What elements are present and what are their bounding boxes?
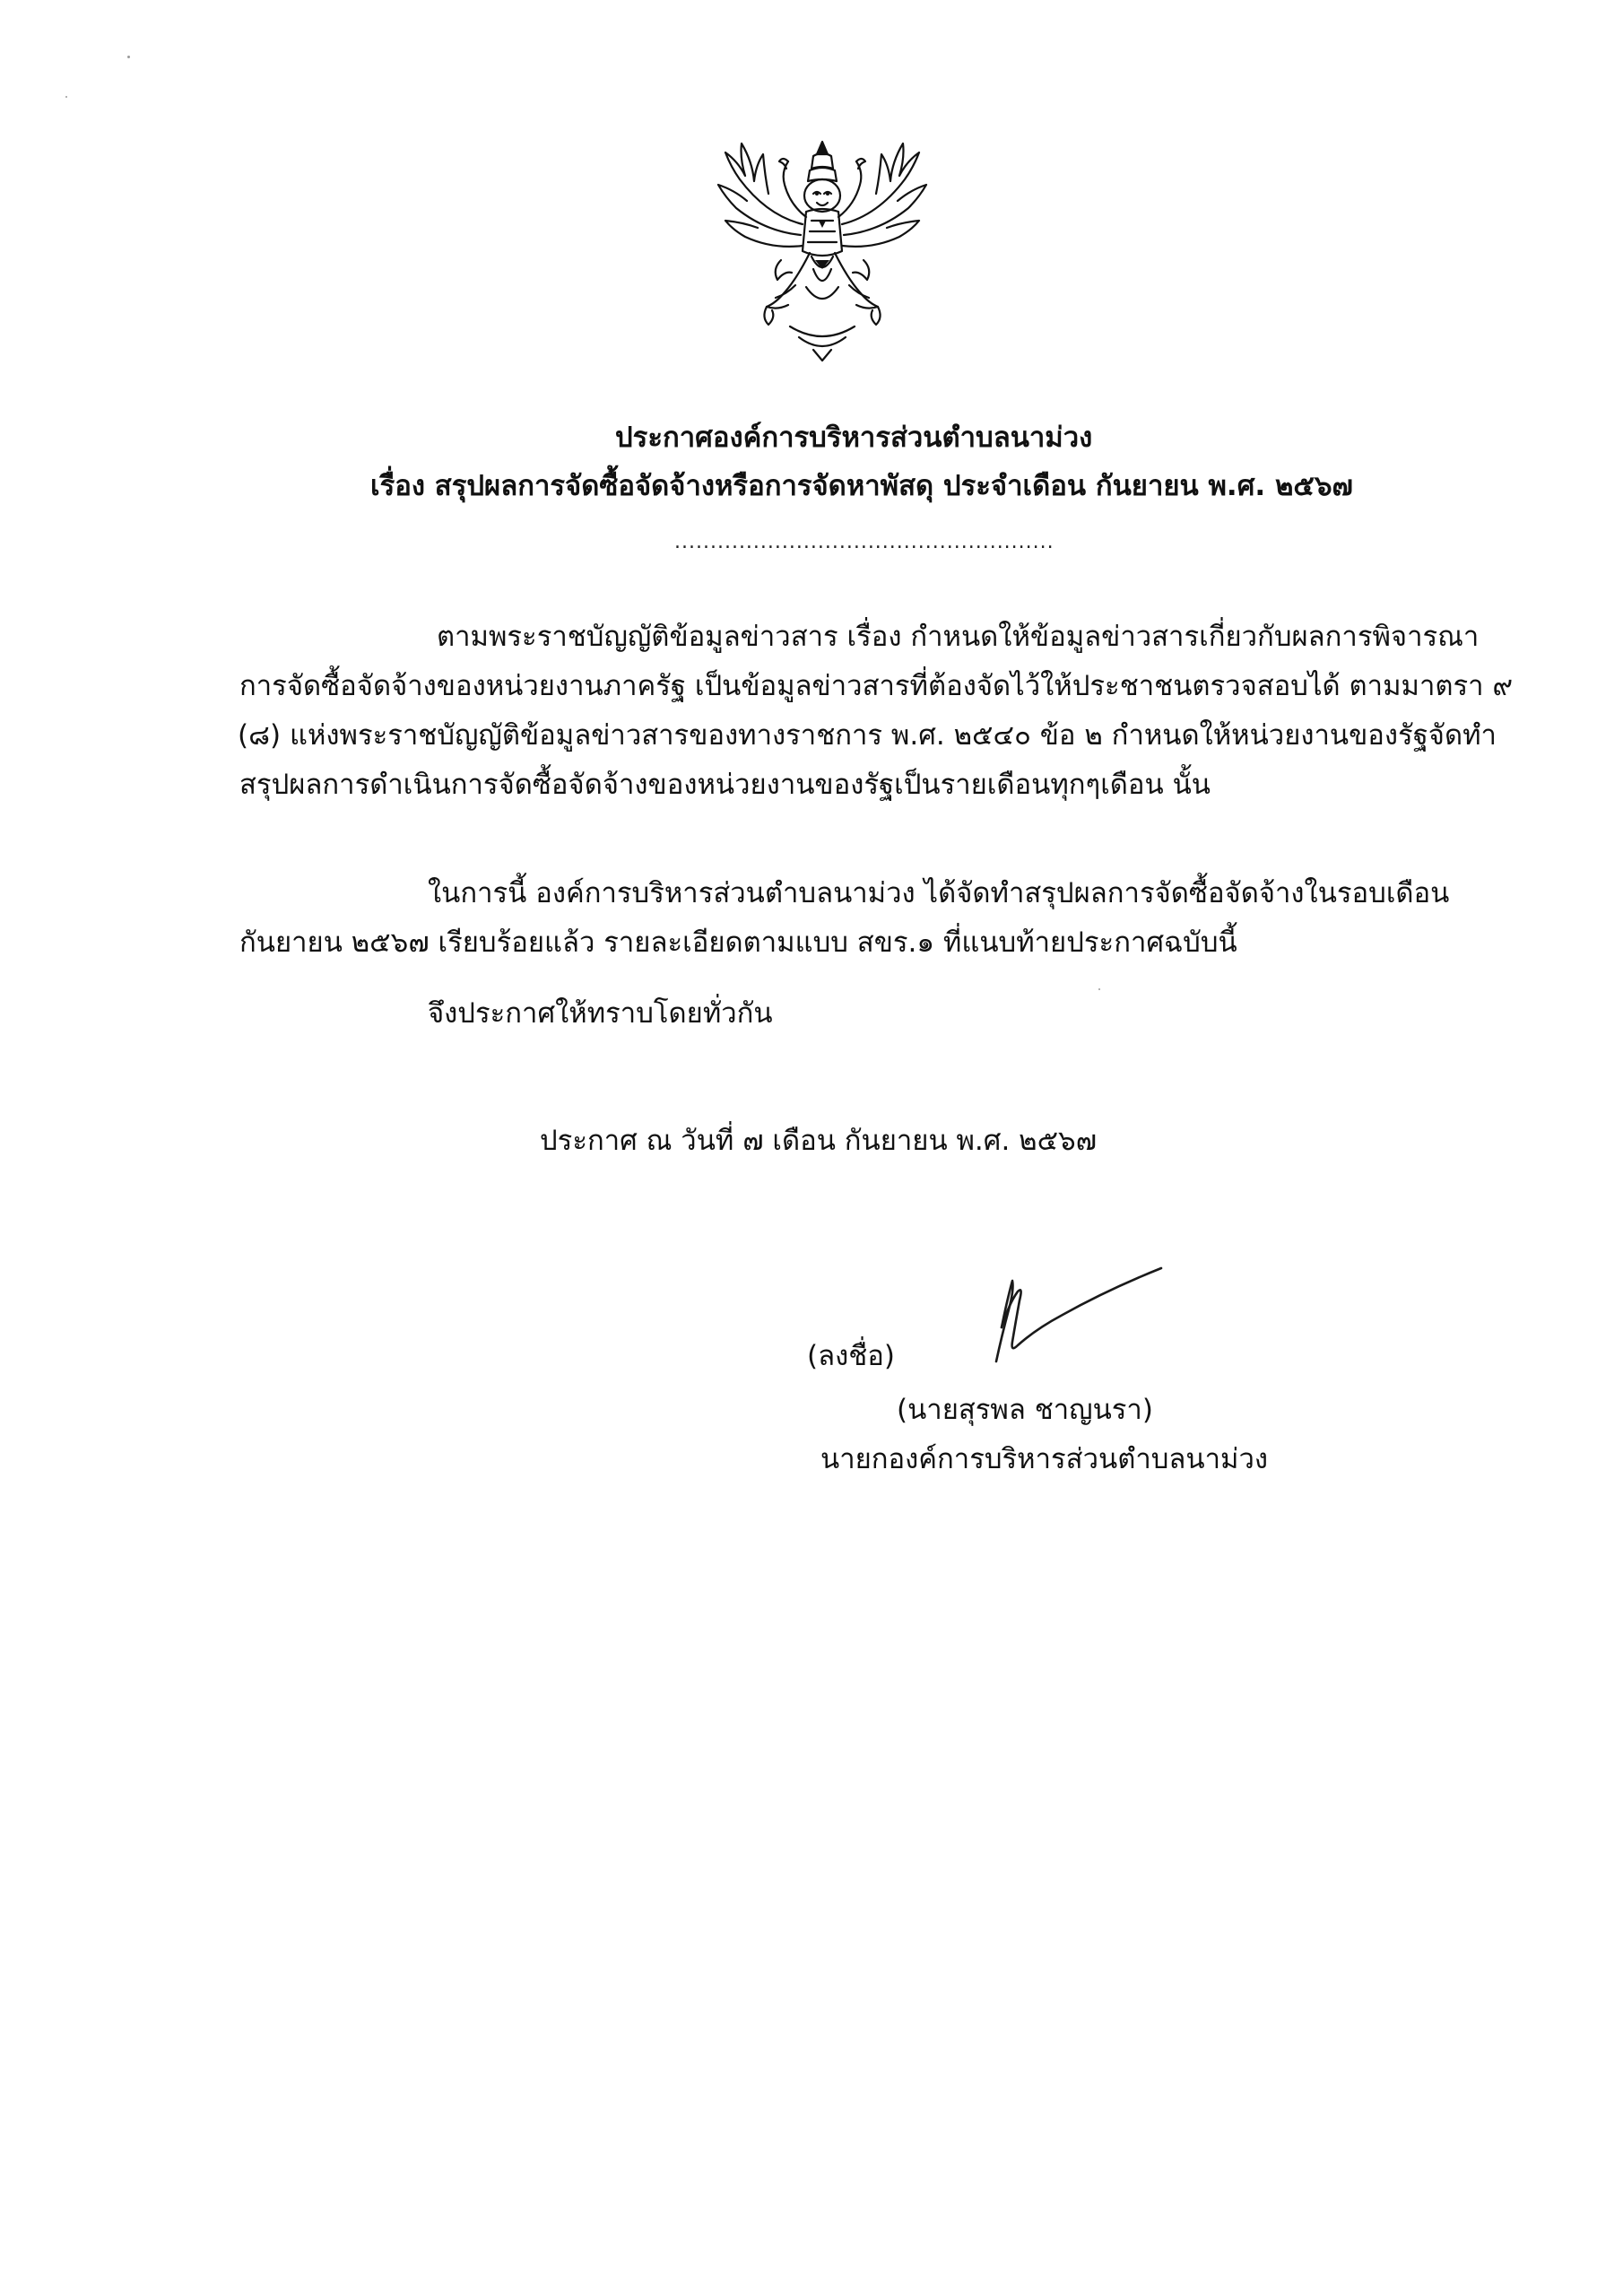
announcement-subject: เรื่อง สรุปผลการจัดซื้อจัดจ้างหรือการจัดหาพัสดุ ประจำเดือน กันยายน พ.ศ. ๒๕๖๗	[370, 470, 1353, 502]
scan-speck	[1098, 988, 1100, 990]
closing-statement: จึงประกาศให้ทราบโดยทั่วกัน	[428, 997, 773, 1030]
announcement-date: ประกาศ ณ วันที่ ๗ เดือน กันยายน พ.ศ. ๒๕๖๗	[540, 1125, 1098, 1157]
paragraph-1-line-4: สรุปผลการดำเนินการจัดซื้อจัดจ้างของหน่วยงานของรัฐเป็นรายเดือนทุกๆเดือน นั้น	[239, 769, 1211, 801]
handwritten-signature	[982, 1265, 1166, 1368]
scan-speck	[127, 56, 130, 58]
paragraph-2-line-1: ในการนี้ องค์การบริหารส่วนตำบลนาม่วง ได้จัดทำสรุปผลการจัดซื้อจัดจ้างในรอบเดือน	[428, 877, 1450, 909]
signatory-name: (นายสุรพล ชาญนรา)	[897, 1394, 1153, 1426]
garuda-emblem-icon	[713, 135, 933, 363]
paragraph-1-line-1: ตามพระราชบัญญัติข้อมูลข่าวสาร เรื่อง กำหนดให้ข้อมูลข่าวสารเกี่ยวกับผลการพิจารณา	[437, 621, 1480, 653]
paragraph-1-line-3: (๘) แห่งพระราชบัญญัติข้อมูลข่าวสารของทางราชการ พ.ศ. ๒๕๔๐ ข้อ ๒ กำหนดให้หน่วยงานของรัฐจัดทำ	[238, 719, 1497, 752]
signatory-position: นายกองค์การบริหารส่วนตำบลนาม่วง	[820, 1443, 1268, 1475]
sign-label: (ลงชื่อ)	[807, 1340, 895, 1372]
announcement-title: ประกาศองค์การบริหารส่วนตำบลนาม่วง	[615, 422, 1093, 454]
paragraph-2-line-2: กันยายน ๒๕๖๗ เรียบร้อยแล้ว รายละเอียดตามแบบ สขร.๑ ที่แนบท้ายประกาศฉบับนี้	[239, 926, 1237, 959]
paragraph-1-line-2: การจัดซื้อจัดจ้างของหน่วยงานภาครัฐ เป็นข้อมูลข่าวสารที่ต้องจัดไว้ให้ประชาชนตรวจสอบได้ ตามมาตรา ๙	[239, 670, 1514, 702]
scan-speck	[65, 96, 67, 98]
separator-dots: .....................................................	[674, 531, 1055, 553]
